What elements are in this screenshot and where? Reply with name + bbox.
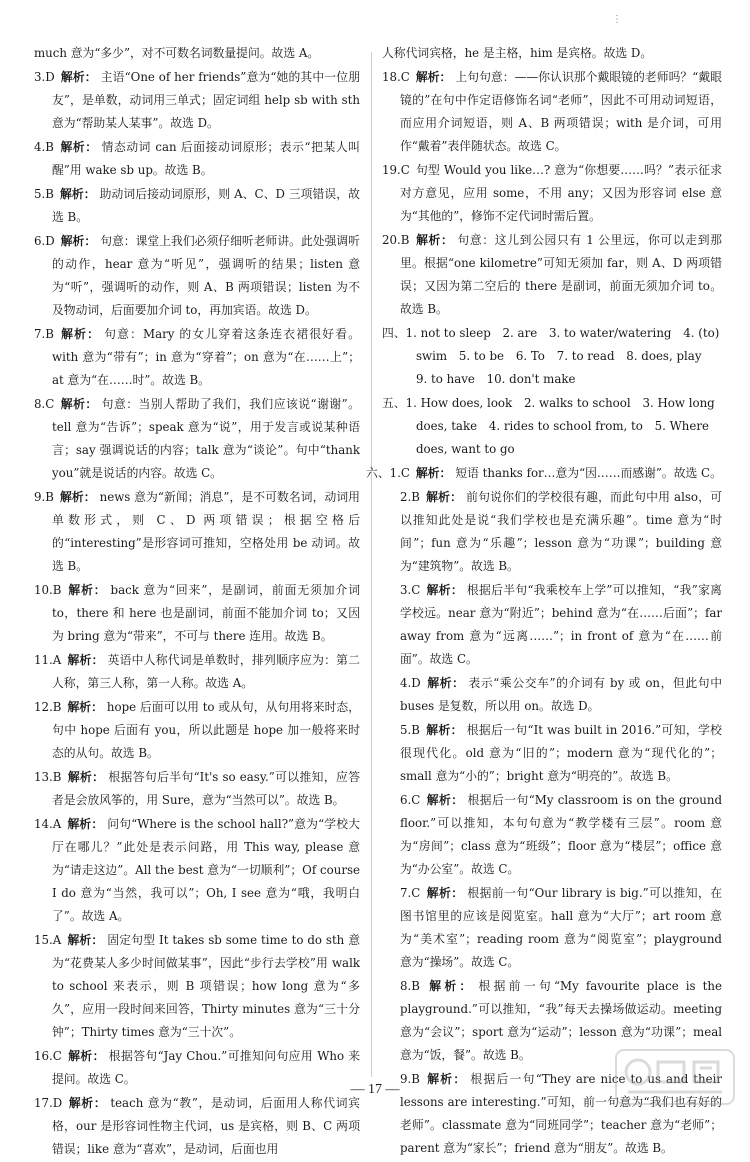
analysis-label: 解析： <box>60 70 97 84</box>
question-number: 2. <box>400 490 412 504</box>
question-number: 6. <box>400 793 412 807</box>
column-divider <box>371 52 372 1077</box>
answer-letter: D <box>45 234 55 248</box>
question-number: 15. <box>34 933 53 947</box>
analysis-text: 根据后半句“我乘校车上学”可以推知，“我”家离学校远。near 意为“附近”；behind 意为“在……后面”；far away from 意为“远离……”；in front of 意为“在……前面”。故选 C。 <box>400 583 722 666</box>
answer-letter: D <box>45 70 55 84</box>
question-number: 8. <box>400 979 412 993</box>
analysis-text: 前句说你们的学校很有趣，而此句中用 also，可以推知此处是说“我们学校也是充满乐趣”。time 意为“时间”；fun 意为“乐趣”；lesson 意为“功课”；building 意为“建筑物”。故选 B。 <box>400 490 722 573</box>
answer-letter: C <box>52 1049 62 1063</box>
analysis-label: 解析： <box>425 1072 467 1086</box>
answer-letter: B <box>45 187 54 201</box>
analysis-text: 句意：课堂上我们必须仔细听老师讲。此处强调听的动作，hear 意为“听见”，强调听的结果；listen 意为“听”，强调听的动作，则 A、B 两项错误；listen 为不及物动词，后面要加介词 to，再加宾语。故选 D。 <box>52 234 360 317</box>
question-number: 6. <box>34 234 46 248</box>
answer-letter: B <box>45 490 54 504</box>
analysis-label: 解析： <box>67 700 103 714</box>
analysis-label: 解析： <box>67 770 105 784</box>
answer-letter: C <box>411 793 421 807</box>
analysis-text: 人称代词宾格，he 是主格，him 是宾格。故选 D。 <box>382 46 653 60</box>
question-number: 3. <box>400 583 412 597</box>
analysis-label: 解析： <box>425 723 463 737</box>
analysis-label: 解析： <box>426 886 464 900</box>
question-number: 5. <box>34 187 46 201</box>
answer-entry <box>34 579 360 648</box>
question-number: 8. <box>34 397 46 411</box>
answer-letter: B <box>400 233 410 247</box>
answer-entry <box>34 136 360 182</box>
analysis-label: 解析： <box>60 234 97 248</box>
answer-letter: B <box>52 770 62 784</box>
section-four <box>382 322 722 391</box>
answer-letter: B <box>411 723 420 737</box>
answer-entry <box>382 719 722 788</box>
analysis-label: 解析： <box>426 676 465 690</box>
analysis-text: 句意：当别人帮助了我们，我们应该说“谢谢”。tell 意为“告诉”；speak 意为“说”，用于发言或说某种语言；say 强调说话的内容；talk 意为“谈论”。句中“thank you”就是说话的内容。故选 C。 <box>52 397 360 480</box>
analysis-text: 问句“Where is the school hall?”意为“学校大厅在哪儿？”此处是表示问路，用 This way, please 意为“请走这边”。All the best 意为“一切顺利”；Of course I do 意为“当然，我可以”；Oh, I see 意为“哦，我明白了”。故选 A。 <box>52 817 360 923</box>
answer-letter: C <box>411 583 421 597</box>
answer-letter: B <box>411 1072 420 1086</box>
answer-letter: B <box>45 327 54 341</box>
question-number: 4. <box>400 676 412 690</box>
answer-entry <box>34 1092 360 1161</box>
analysis-text: 根据后一句“They are nice to us and their lessons are interesting.”可知，前一句意为“我们也有好的老师”。classmate 意为“同班同学”；teacher 意为“老师”；parent 意为“家长”；friend 意为“朋友”。故选 B。 <box>400 1072 722 1155</box>
answer-entry <box>382 486 722 578</box>
watermark-logo <box>614 1048 736 1106</box>
analysis-text: teach 意为“教”，是动词，后面用人称代词宾格，our 是形容词性物主代词，us 是宾格，则 B、C 两项错误；like 意为“喜欢”，是动词，后面也用 <box>52 1096 360 1156</box>
question-number: 13. <box>34 770 53 784</box>
answer-letter: B <box>52 700 62 714</box>
question-number: 1. <box>389 466 401 480</box>
question-number: 4. <box>34 140 46 154</box>
analysis-text: news 意为“新闻；消息”，是不可数名词，动词用单数形式，则 C、D 两项错误；根据空格后的“interesting”是形容词可推知，空格处用 be 动词。故选 B。 <box>52 490 360 573</box>
answer-letter: C <box>400 70 410 84</box>
answer-letter: B <box>411 979 420 993</box>
answer-letter: B <box>411 490 420 504</box>
analysis-label: 解析： <box>426 793 464 807</box>
analysis-label: 解析： <box>60 397 98 411</box>
question-number: 9. <box>34 490 46 504</box>
corner-mark: ⋮ <box>612 14 622 25</box>
analysis-text: 根据后一句“It was built in 2016.”可知，学校很现代化。old 意为“旧的”；modern 意为“现代化的”；small 意为“小的”；bright 意为“明亮的”。故选 B。 <box>400 723 722 783</box>
analysis-label: 解析： <box>415 70 452 84</box>
answer-entry <box>34 323 360 392</box>
analysis-text: 英语中人称代词是单数时，排列顺序应为：第二人称，第三人称，第一人称。故选 A。 <box>52 653 360 690</box>
analysis-label: 解析： <box>68 1096 107 1110</box>
question-number: 14. <box>34 817 53 831</box>
answer-entry <box>382 66 722 158</box>
answer-letter: B <box>45 140 54 154</box>
answer-letter: C <box>400 466 410 480</box>
answer-entry <box>34 183 360 229</box>
answer-entry <box>382 579 722 671</box>
analysis-text: 根据答句后半句“It's so easy.”可以推知，应答者是会放风筝的，用 Sure，意为“当然可以”。故选 B。 <box>52 770 360 807</box>
analysis-text: 情态动词 can 后面接动词原形；表示“把某人叫醒”用 wake sb up。故选 B。 <box>52 140 360 177</box>
question-number: 11. <box>34 653 53 667</box>
answer-entry <box>34 66 360 135</box>
analysis-text: 句意：Mary 的女儿穿着这条连衣裙很好看。with 意为“带有”；in 意为“穿着”；on 意为“在……上”；at 意为“在……时”。故选 B。 <box>52 327 360 387</box>
answer-letter: C <box>411 886 421 900</box>
analysis-text: 句型 Would you like…? 意为“你想要……吗？”表示征求对方意见，应用 some，不用 any；又因为形容词 else 意为“其他的”，修饰不定代词时需后置。 <box>400 163 722 223</box>
analysis-text: back 意为“回来”，是副词，前面无须加介词 to，there 和 here 也是副词，前面不能加介词 to；又因为 bring 意为“带来”，不可与 there 连用。故选 B。 <box>52 583 360 643</box>
answer-entry <box>34 230 360 322</box>
answer-entry <box>34 393 360 485</box>
analysis-label: 解析： <box>415 233 454 247</box>
question-number: 7. <box>34 327 46 341</box>
question-number: 7. <box>400 886 412 900</box>
analysis-label: 解析： <box>67 653 104 667</box>
analysis-text: hope 后面可以用 to 或从句，从句用将来时态，句中 hope 后面有 you，所以此题是 hope 加一般将来时态的从句。故选 B。 <box>52 700 360 760</box>
analysis-label: 解析： <box>59 140 98 154</box>
analysis-text: 根据前一句“My favourite place is the playground.”可以推知，“我”每天去操场做运动。meeting 意为“会议”；sport 意为“运动”；lesson 意为“功课”；meal 意为“饭，餐”。故选 B。 <box>400 979 722 1062</box>
answer-entry <box>382 789 722 881</box>
analysis-label: 解析： <box>67 583 107 597</box>
answer-entry <box>382 882 722 974</box>
right-column-answers <box>382 42 722 321</box>
answer-entry <box>382 159 722 228</box>
question-number: 10. <box>34 583 53 597</box>
left-column <box>34 42 360 1162</box>
analysis-text: 表示“乘公交车”的介词有 by 或 on，但此句中 buses 是复数，所以用 on。故选 D。 <box>400 676 722 713</box>
analysis-text: 助动词后接动词原形，则 A、C、D 三项错误，故选 B。 <box>52 187 360 224</box>
question-number: 18. <box>382 70 401 84</box>
answer-entry <box>34 766 360 812</box>
section-six-marker: 六、 <box>366 466 390 480</box>
answer-entry <box>34 649 360 695</box>
analysis-text: 根据前一句“Our library is big.”可以推知，在图书馆里的应该是阅览室。hall 意为“大厅”；art room 意为“美术室”；reading room 意为“阅览室”；playground 意为“操场”。故选 C。 <box>400 886 722 969</box>
question-number: 16. <box>34 1049 53 1063</box>
analysis-label: 解析： <box>425 979 475 993</box>
analysis-label: 解析： <box>59 327 101 341</box>
page-number: — 17 — <box>350 1082 400 1097</box>
analysis-label: 解析： <box>59 490 96 504</box>
answer-entry <box>382 229 722 321</box>
answer-letter: A <box>52 817 62 831</box>
analysis-text: 主语“One of her friends”意为“她的其中一位朋友”，是单数，动词用三单式；固定词组 help sb with sth 意为“帮助某人某事”。故选 D。 <box>52 70 360 130</box>
answer-letter: A <box>52 653 62 667</box>
answer-entry <box>382 672 722 718</box>
answer-letter: A <box>52 933 62 947</box>
answer-continuation <box>34 42 360 65</box>
analysis-text: 根据后一句“My classroom is on the ground floor.”可以推知，本句句意为“教学楼有三层”。room 意为“房间”；class 意为“班级”；floor 意为“楼层”；office 意为“办公室”。故选 C。 <box>400 793 722 876</box>
analysis-label: 解析： <box>425 490 463 504</box>
analysis-label: 解析： <box>67 817 104 831</box>
question-number: 5. <box>400 723 412 737</box>
question-number: 12. <box>34 700 53 714</box>
analysis-label: 解析： <box>59 187 96 201</box>
answer-letter: B <box>52 583 62 597</box>
question-number: 20. <box>382 233 401 247</box>
question-number: 19. <box>382 163 401 177</box>
section-four-answers: 1. not to sleep 2. are 3. to water/watering 4. (to) swim 5. to be 6. To 7. to read 8. does, play 9. to have 10. don't make <box>405 326 720 386</box>
section-five-marker: 五、 <box>382 396 406 410</box>
answer-letter: D <box>52 1096 63 1110</box>
section-five <box>382 392 722 461</box>
answer-entry <box>34 696 360 765</box>
question-number: 17. <box>34 1096 53 1110</box>
answer-letter: C <box>400 163 410 177</box>
question-number: 3. <box>34 70 46 84</box>
analysis-label: 解析： <box>426 583 463 597</box>
analysis-text: 短语 thanks for…意为“因……而感谢”。故选 C。 <box>455 466 722 480</box>
answer-letter: D <box>411 676 421 690</box>
analysis-text: 句意：这儿到公园只有 1 公里远，你可以走到那里。根据“one kilometre”可知无须加 far，则 A、D 两项错误；又因为第二空后的 there 是副词，前面无须加介词 to。故选 B。 <box>400 233 722 316</box>
analysis-text: 上句句意：——你认识那个戴眼镜的老师吗？“戴眼镜的”在句中作定语修饰名词“老师”，因此不可用动词短语，而应用介词短语，则 A、B 两项错误；with 是介词，可用作“戴着”表伴随状态。故选 C。 <box>400 70 722 153</box>
analysis-text: 根据答句“Jay Chou.”可推知问句应用 Who 来提问。故选 C。 <box>52 1049 360 1086</box>
analysis-text: much 意为“多少”，对不可数名词数量提问。故选 A。 <box>34 46 320 60</box>
answer-entry <box>366 462 722 485</box>
analysis-label: 解析： <box>67 933 104 947</box>
question-number: 9. <box>400 1072 412 1086</box>
section-five-answers: 1. How does, look 2. walks to school 3. How long does, take 4. rides to school from, to 5. Where does, want to go <box>405 396 715 456</box>
answer-letter: C <box>45 397 55 411</box>
answer-continuation <box>382 42 722 65</box>
answer-entry <box>34 486 360 578</box>
analysis-text: 固定句型 It takes sb some time to do sth 意为“花费某人多少时间做某事”，因此“步行去学校”用 walk to school 来表示，则 B 项错误；how long 意为“多久”，应用一段时间来回答，Thirty minutes 意为“三十分钟”；Thirty times 意为“三十次”。 <box>52 933 360 1039</box>
analysis-label: 解析： <box>415 466 452 480</box>
analysis-label: 解析： <box>67 1049 105 1063</box>
answer-entry <box>34 813 360 928</box>
section-four-marker: 四、 <box>382 326 406 340</box>
answer-entry <box>34 929 360 1044</box>
